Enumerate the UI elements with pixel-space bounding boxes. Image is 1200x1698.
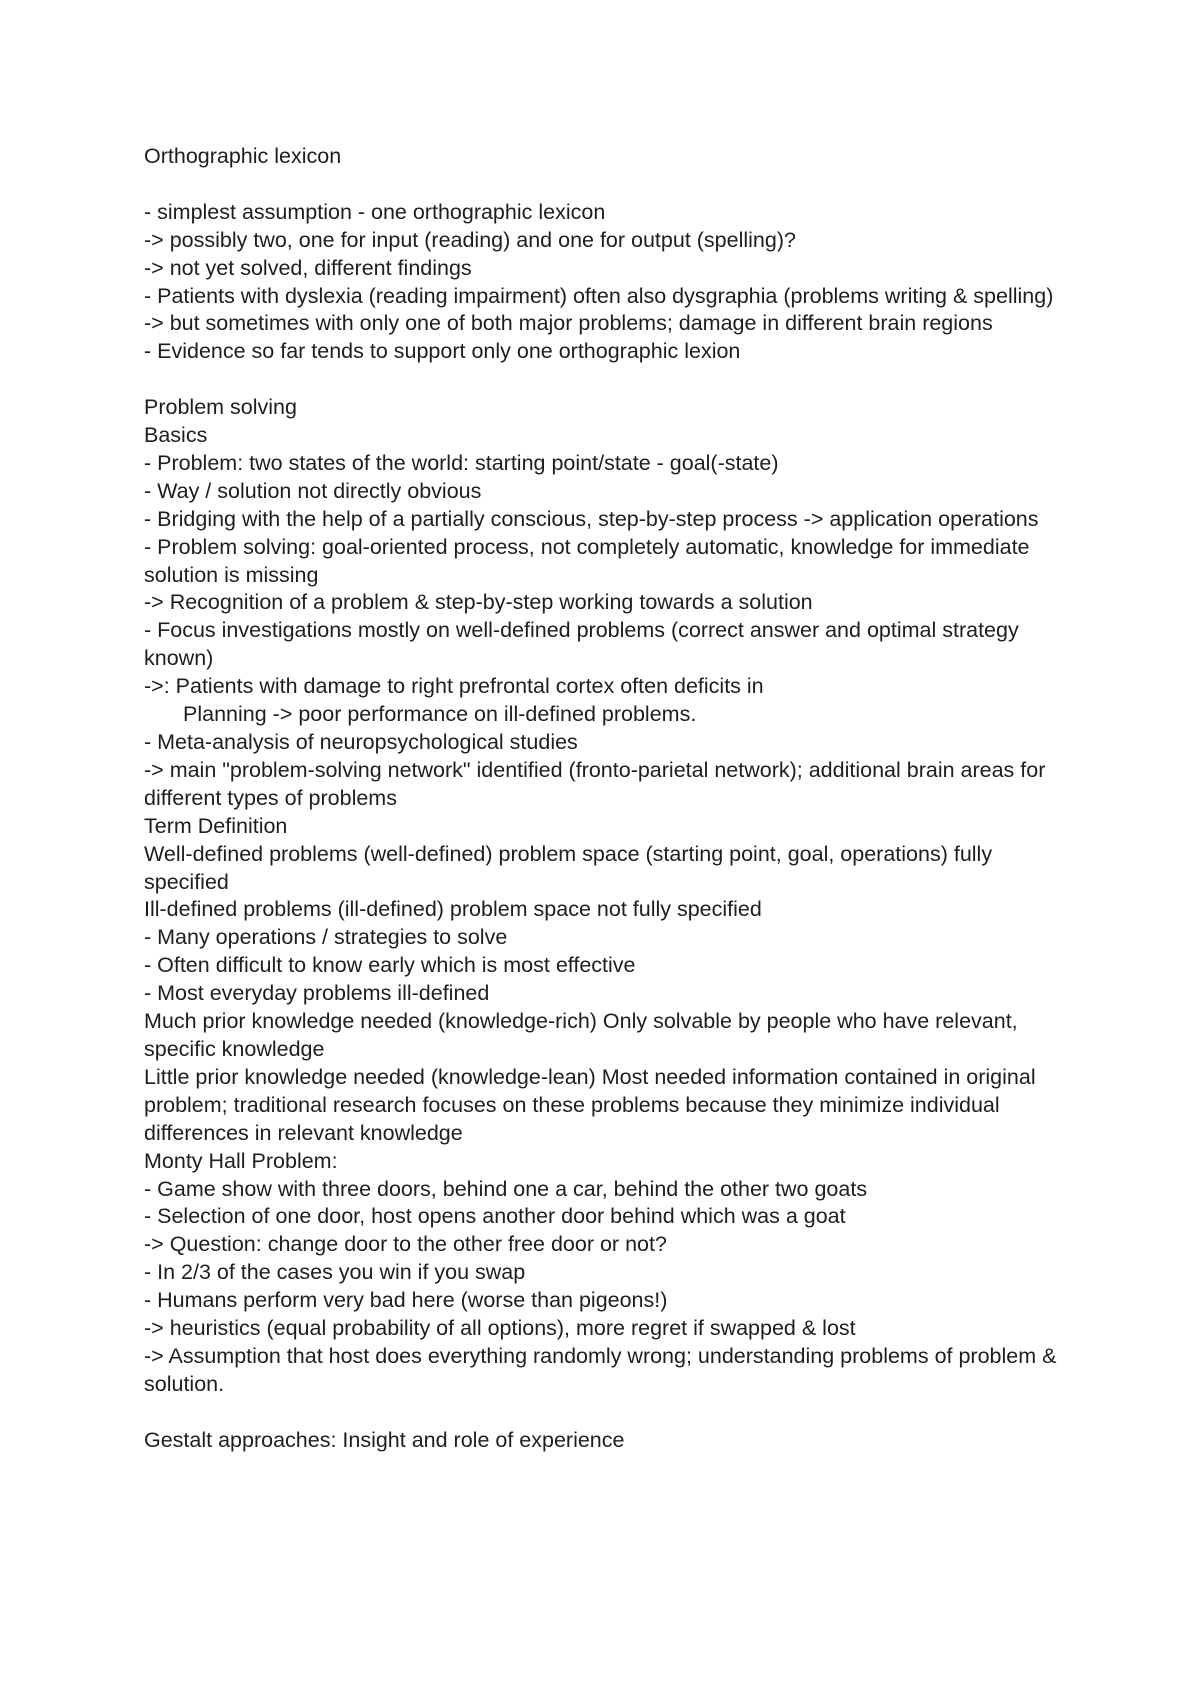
blank-line — [144, 171, 1074, 199]
text-line: ->: Patients with damage to right prefrontal cortex often deficits in — [144, 674, 764, 699]
text-line: - Bridging with the help of a partially conscious, step-by-step process -> application operations — [144, 506, 1039, 531]
text-line: - Focus investigations mostly on well-defined problems (correct answer and optimal strategy known) — [144, 618, 1025, 671]
text-line: -> Recognition of a problem & step-by-step working towards a solution — [144, 590, 813, 615]
text-line: -> heuristics (equal probability of all options), more regret if swapped & lost — [144, 1316, 856, 1341]
text-line: -> but sometimes with only one of both major problems; damage in different brain regions — [144, 311, 993, 336]
text-line: - Most everyday problems ill-defined — [144, 981, 490, 1006]
text-line: Little prior knowledge needed (knowledge-lean) Most needed information contained in original problem; traditional research focuses on these problems because they minimize individual differences in relevant knowledge — [144, 1064, 1042, 1145]
text-line: - Meta-analysis of neuropsychological studies — [144, 730, 578, 754]
text-line: - Problem solving: goal-oriented process, not completely automatic, knowledge for immediate solution is missing — [144, 534, 1036, 587]
text-line: Much prior knowledge needed (knowledge-rich) Only solvable by people who have relevant, specific knowledge — [144, 1009, 1024, 1061]
text-line: - Evidence so far tends to support only one orthographic lexion — [144, 339, 741, 364]
text-line: - Humans perform very bad here (worse than pigeons!) — [144, 1288, 668, 1313]
blank-line — [144, 366, 1074, 394]
text-line: -> main "problem-solving network" identified (fronto-parietal network); additional brain areas for different types of problems — [144, 757, 1052, 810]
text-line: - simplest assumption - one orthographic lexicon — [144, 199, 606, 224]
text-line: -> possibly two, one for input (reading) and one for output (spelling)? — [144, 227, 796, 252]
text-line: - Patients with dyslexia (reading impairment) often also dysgraphia (problems writing & spelling) — [144, 283, 1054, 308]
text-line: - Way / solution not directly obvious — [144, 478, 482, 503]
text-line: -> Assumption that host does everything randomly wrong; understanding problems of problem & solution. — [144, 1343, 1063, 1396]
text-line: -> not yet solved, different findings — [144, 255, 472, 280]
text-line: - Problem: two states of the world: starting point/state - goal(-state) — [144, 450, 779, 475]
section-heading-orthographic-lexicon: Orthographic lexicon — [144, 144, 342, 168]
subheading-basics: Basics — [144, 423, 208, 448]
text-line: - Game show with three doors, behind one a car, behind the other two goats — [144, 1176, 868, 1201]
subheading-monty-hall: Monty Hall Problem: — [144, 1148, 338, 1173]
text-line: - Often difficult to know early which is most effective — [144, 953, 636, 978]
text-line: - In 2/3 of the cases you win if you swap — [144, 1260, 526, 1285]
text-line: - Many operations / strategies to solve — [144, 925, 508, 950]
text-line: -> Question: change door to the other free door or not? — [144, 1232, 667, 1257]
text-line: Well-defined problems (well-defined) problem space (starting point, goal, operations) fully specified — [144, 841, 999, 894]
text-line: - Selection of one door, host opens another door behind which was a goat — [144, 1204, 846, 1229]
subheading-term-definition: Term Definition — [144, 813, 288, 838]
document-body — [144, 143, 1074, 1455]
section-heading-gestalt-approaches: Gestalt approaches: Insight and role of experience — [144, 1427, 625, 1452]
text-line: Ill-defined problems (ill-defined) problem space not fully specified — [144, 897, 762, 922]
text-line-indented: Planning -> poor performance on ill-defined problems. — [183, 702, 697, 727]
blank-line — [144, 1399, 1074, 1427]
section-heading-problem-solving: Problem solving — [144, 395, 297, 420]
